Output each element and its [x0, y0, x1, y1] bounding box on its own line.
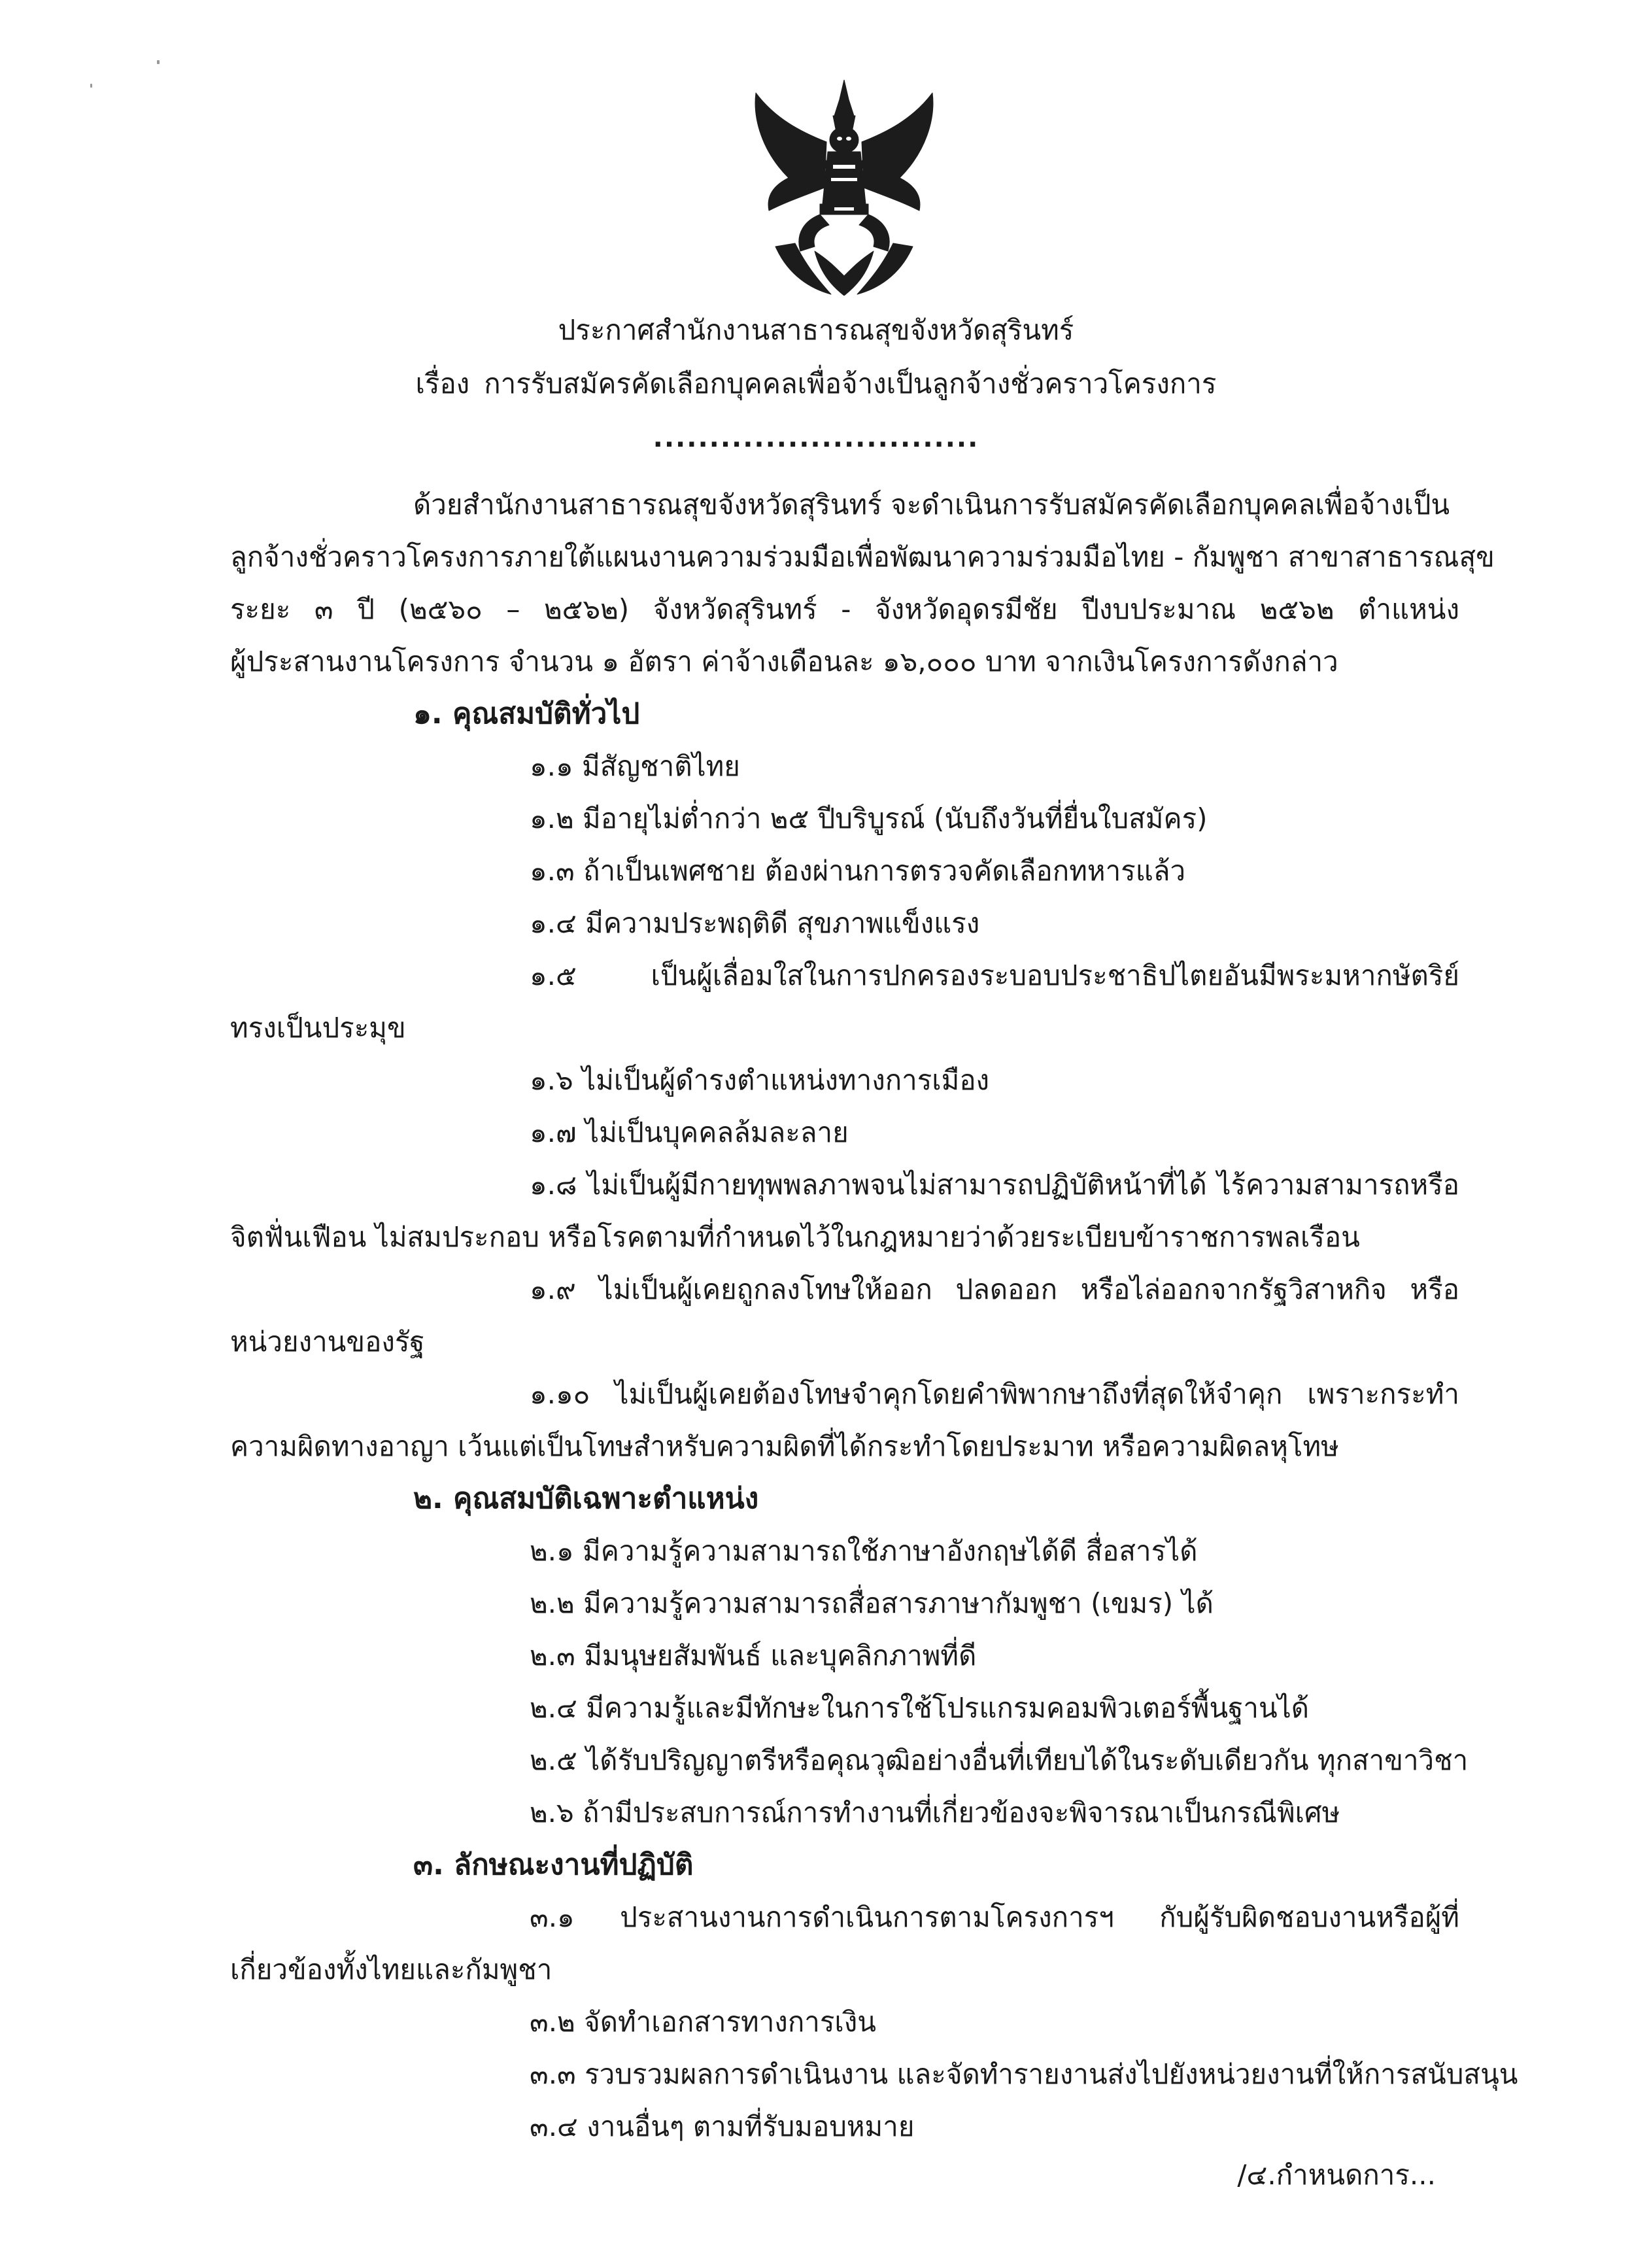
- intro-line: ด้วยสำนักงานสาธารณสุขจังหวัดสุรินทร์ จะดำเนินการรับสมัครคัดเลือกบุคคลเพื่อจ้างเป็น: [413, 489, 1450, 521]
- intro-line: ลูกจ้างชั่วคราวโครงการภายใต้แผนงานความร่วมมือเพื่อพัฒนาความร่วมมือไทย - กัมพูชา สาขาสาธารณสุข: [230, 541, 1495, 573]
- list-item: ๑.๙ ไม่เป็นผู้เคยถูกลงโทษให้ออก ปลดออก หรือไล่ออกจากรัฐวิสาหกิจ หรือ: [530, 1273, 1459, 1305]
- list-item: ๑.๑๐ ไม่เป็นผู้เคยต้องโทษจำคุกโดยคำพิพากษาถึงที่สุดให้จำคุก เพราะกระทำ: [530, 1378, 1459, 1410]
- list-item: ๑.๔ มีความประพฤติดี สุขภาพแข็งแรง: [530, 907, 980, 939]
- list-item: ๒.๕ ได้รับปริญญาตรีหรือคุณวุฒิอย่างอื่นที่เทียบได้ในระดับเดียวกัน ทุกสาขาวิชา: [530, 1744, 1469, 1776]
- section-heading: ๓. ลักษณะงานที่ปฏิบัติ: [413, 1848, 694, 1881]
- list-item-continuation: จิตฟั่นเฟือน ไม่สมประกอบ หรือโรคตามที่กำหนดไว้ในกฎหมายว่าด้วยระเบียบข้าราชการพลเรือน: [230, 1221, 1360, 1253]
- announcement-subject: [0, 364, 1632, 404]
- list-item: ๑.๑ มีสัญชาติไทย: [530, 750, 740, 782]
- list-item-continuation: หน่วยงานของรัฐ: [230, 1326, 425, 1358]
- section-heading: ๑. คุณสมบัติทั่วไป: [413, 697, 640, 730]
- list-item: ๑.๓ ถ้าเป็นเพศชาย ต้องผ่านการตรวจคัดเลือกทหารแล้ว: [530, 855, 1186, 887]
- list-item: ๓.๔ งานอื่นๆ ตามที่รับมอบหมาย: [530, 2110, 915, 2142]
- list-item: ๑.๗ ไม่เป็นบุคคลล้มละลาย: [530, 1116, 849, 1148]
- scan-speck: [90, 84, 92, 88]
- list-item: ๑.๖ ไม่เป็นผู้ดำรงตำแหน่งทางการเมือง: [530, 1064, 990, 1096]
- list-item-continuation: ทรงเป็นประมุข: [230, 1012, 406, 1044]
- intro-line: ระยะ ๓ ปี (๒๕๖๐ – ๒๕๖๒) จังหวัดสุรินทร์ - จังหวัดอุดรมีชัย ปีงบประมาณ ๒๕๖๒ ตำแหน่ง: [230, 593, 1459, 625]
- list-item: ๒.๖ ถ้ามีประสบการณ์การทำงานที่เกี่ยวข้องจะพิจารณาเป็นกรณีพิเศษ: [530, 1796, 1340, 1829]
- list-item-continuation: ความผิดทางอาญา เว้นแต่เป็นโทษสำหรับความผิดที่ได้กระทำโดยประมาท หรือความผิดลหุโทษ: [230, 1430, 1339, 1462]
- list-item-continuation: เกี่ยวข้องทั้งไทยและกัมพูชา: [230, 1953, 552, 1985]
- list-item: ๒.๑ มีความรู้ความสามารถใช้ภาษาอังกฤษได้ดี สื่อสารได้: [530, 1535, 1198, 1567]
- list-item: ๒.๓ มีมนุษยสัมพันธ์ และบุคลิกภาพที่ดี: [530, 1640, 977, 1672]
- list-item: ๓.๒ จัดทำเอกสารทางการเงิน: [530, 2006, 876, 2038]
- next-page-reference: /๔.กำหนดการ...: [1237, 2159, 1436, 2191]
- list-item: ๑.๒ มีอายุไม่ต่ำกว่า ๒๕ ปีบริบูรณ์ (นับถึงวันที่ยื่นใบสมัคร): [530, 802, 1208, 834]
- subject-label: เรื่อง: [415, 368, 470, 400]
- list-item: ๓.๓ รวบรวมผลการดำเนินงาน และจัดทำรายงานส่งไปยังหน่วยงานที่ให้การสนับสนุน: [530, 2058, 1518, 2090]
- list-item: ๒.๔ มีความรู้และมีทักษะในการใช้โปรแกรมคอมพิวเตอร์พื้นฐานได้: [530, 1692, 1310, 1724]
- announcement-title: ประกาศสำนักงานสาธารณสุขจังหวัดสุรินทร์: [558, 314, 1074, 346]
- list-item: ๑.๘ ไม่เป็นผู้มีกายทุพพลภาพจนไม่สามารถปฏิบัติหน้าที่ได้ ไร้ความสามารถหรือ: [530, 1169, 1459, 1201]
- subject-text: การรับสมัครคัดเลือกบุคคลเพื่อจ้างเป็นลูกจ้างชั่วคราวโครงการ: [484, 368, 1217, 400]
- section-heading: ๒. คุณสมบัติเฉพาะตำแหน่ง: [413, 1482, 759, 1515]
- list-item: ๓.๑ ประสานงานการดำเนินการตามโครงการฯ กับผู้รับผิดชอบงานหรือผู้ที่: [530, 1901, 1459, 1933]
- garuda-emblem: [749, 80, 939, 296]
- scan-speck: [157, 60, 160, 64]
- header-separator: .............................: [653, 423, 979, 453]
- list-item: ๑.๕ เป็นผู้เลื่อมใสในการปกครองระบอบประชาธิปไตยอันมีพระมหากษัตริย์: [530, 959, 1459, 991]
- intro-line: ผู้ประสานงานโครงการ จำนวน ๑ อัตรา ค่าจ้างเดือนละ ๑๖,๐๐๐ บาท จากเงินโครงการดังกล่าว: [230, 645, 1338, 678]
- list-item: ๒.๒ มีความรู้ความสามารถสื่อสารภาษากัมพูชา (เขมร) ได้: [530, 1587, 1214, 1619]
